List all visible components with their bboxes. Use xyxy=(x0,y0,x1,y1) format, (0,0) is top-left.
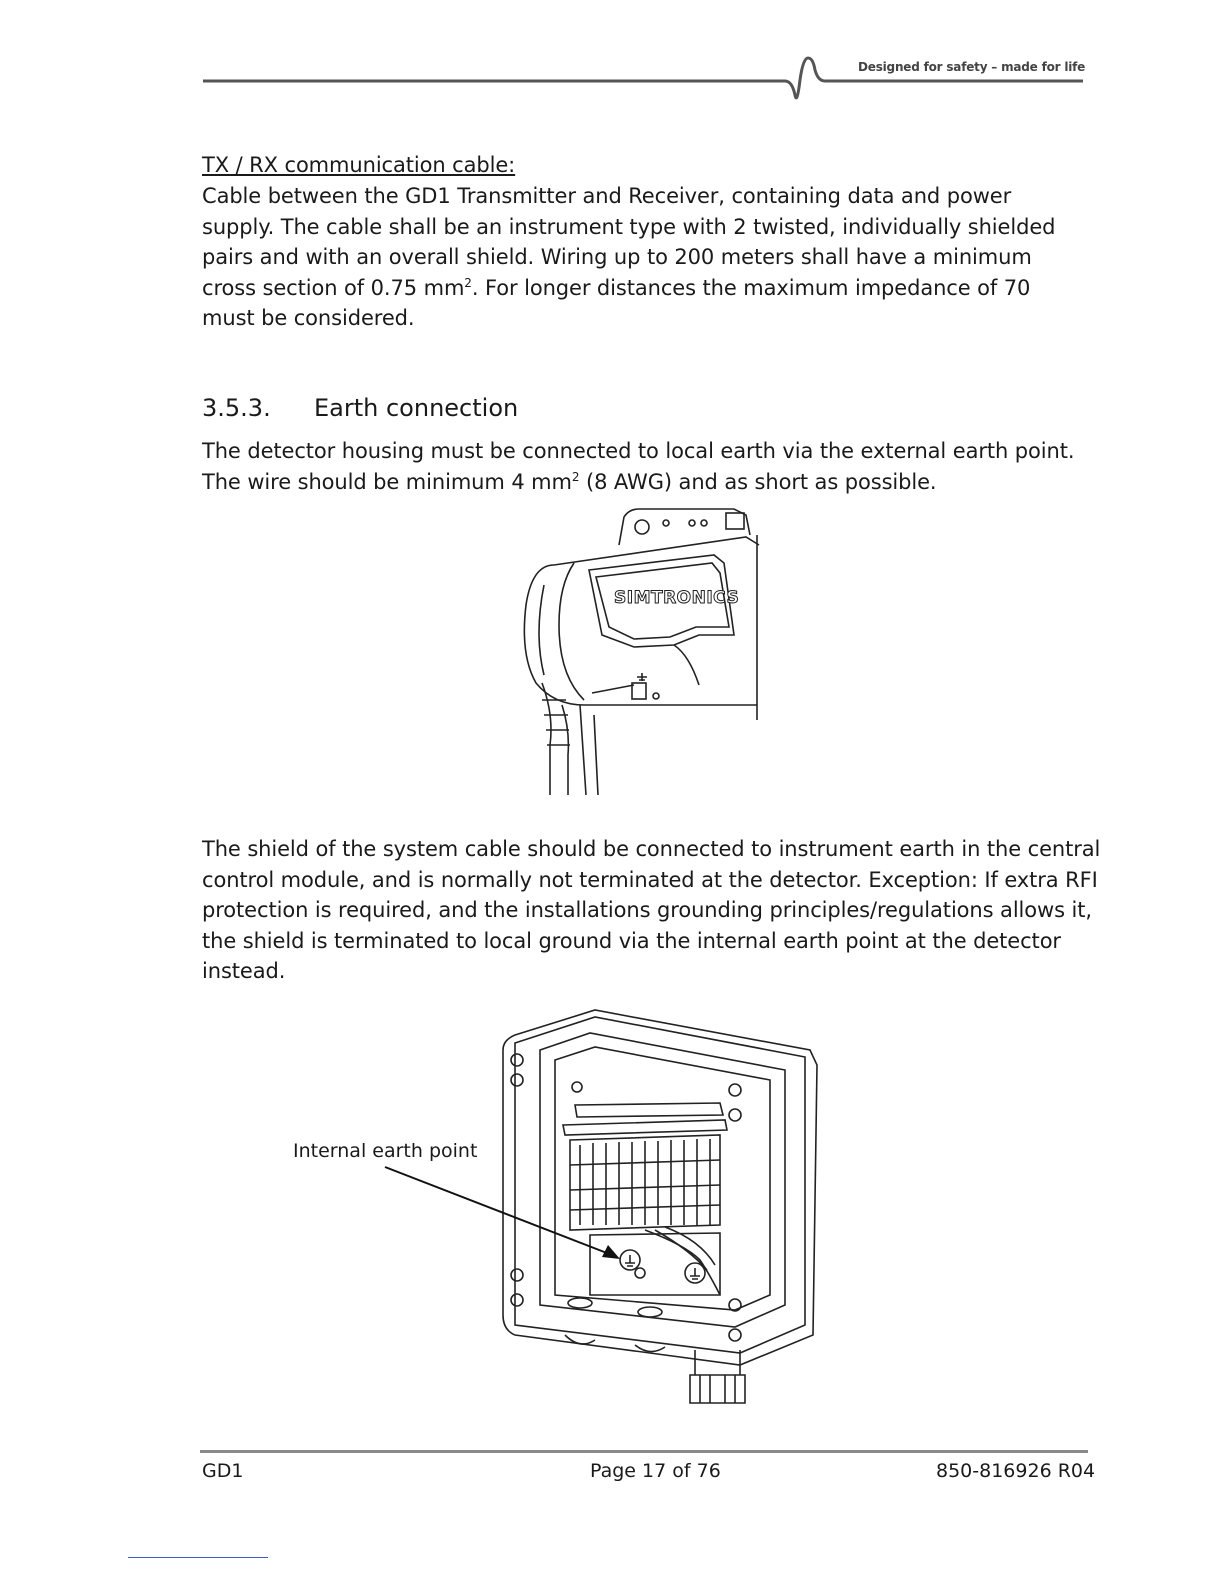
footer-rule xyxy=(200,1450,1088,1453)
housing-logo: SIMTRONICS xyxy=(614,588,740,608)
section-heading xyxy=(202,394,518,422)
shield-paragraph: The shield of the system cable should be connected to instrument earth in the central control module, and is normally not terminated at the detector. Exception: If extra RFI protection is required, and the installations grounding principles/regulations allows it, the shield is terminated to local ground via the internal earth point at the detector instead. xyxy=(202,837,1101,983)
header-rule xyxy=(0,40,1224,120)
section-number: 3.5.3. xyxy=(202,394,271,422)
callout-arrow xyxy=(380,1165,630,1265)
internal-earth-callout: Internal earth point xyxy=(293,1140,478,1162)
tx-rx-paragraph: Cable between the GD1 Transmitter and Receiver, containing data and power supply. The cable shall be an instrument type with 2 twisted, individually shielded pairs and with an overall shield. Wiring up to 200 meters shall have a minimum cross section of 0.75 $mm^2$. For longer distances the maximum impedance of 70 must be considered. xyxy=(202,184,1056,330)
section-title: Earth connection xyxy=(314,394,519,422)
footer-page-number: Page 17 of 76 xyxy=(590,1460,721,1482)
tx-rx-title: TX / RX communication cable: xyxy=(202,153,516,177)
footer-document-name: GD1 xyxy=(202,1460,244,1482)
detector-housing-illustration xyxy=(514,505,764,800)
footer-document-id: 850-816926 R04 xyxy=(936,1460,1096,1482)
header-tagline: Designed for safety – made for life xyxy=(858,60,1086,74)
page-edge-marker xyxy=(128,1557,268,1558)
earth-paragraph: The detector housing must be connected to local earth via the external earth point. The wire should be minimum 4 $mm^2$ (8 AWG) and as short as possible. xyxy=(202,439,1075,494)
